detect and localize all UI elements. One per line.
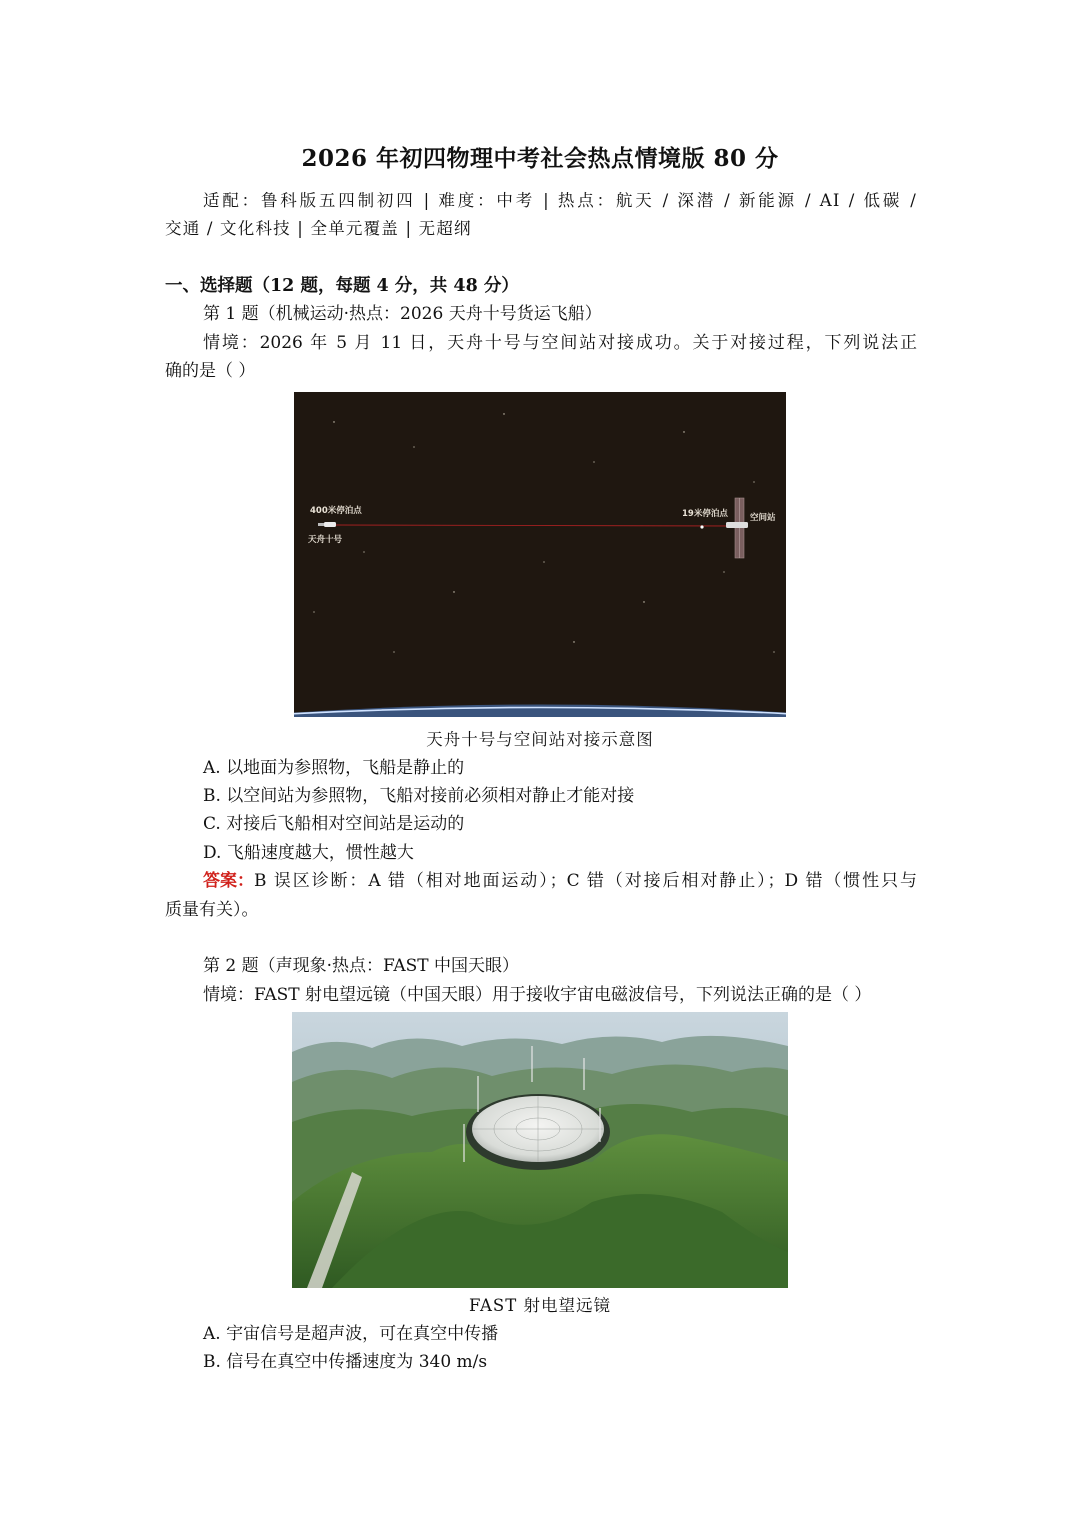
figure-2-caption: FAST 射电望远镜 [469,1296,611,1315]
answer-text: B 误区诊断：A 错（相对地面运动）；C 错（对接后相对静止）；D 错（惯性只与 [254,871,917,891]
question-2-header: 第 2 题（声现象·热点：FAST 中国天眼） [203,956,520,976]
meta-line-1: 适配：鲁科版五四制初四 | 难度：中考 | 热点：航天 / 深潜 / 新能源 / AI / 低碳 / [203,191,917,210]
question-1-header: 第 1 题（机械运动·热点：2026 天舟十号货运飞船） [203,304,602,324]
question-1-option-c: C. 对接后飞船相对空间站是运动的 [203,814,465,834]
meta-line-2: 交通 / 文化科技 | 全单元覆盖 | 无超纲 [165,219,472,238]
question-1-answer-line-2: 质量有关）。 [165,900,259,920]
answer-label: 答案： [203,871,254,891]
question-1-stem-line-1: 情境：2026 年 5 月 11 日，天舟十号与空间站对接成功。关于对接过程，下列说法正 [203,333,917,353]
section-heading: 一、选择题（12 题，每题 4 分，共 48 分） [165,276,519,296]
space-station-icon [726,498,748,558]
question-1-answer-line-1 [203,867,917,895]
docking-diagram-graphic [294,392,786,717]
fast-telescope-photo [292,1012,788,1288]
question-1-option-b: B. 以空间站为参照物，飞船对接前必须相对静止才能对接 [203,786,635,806]
question-1-stem-line-2: 确的是（ ） [165,361,256,381]
label-400m-point: 400米停泊点 [310,506,362,516]
label-tianzhou: 天舟十号 [308,535,343,545]
19m-point-marker [700,525,703,528]
star-field [313,413,774,652]
question-2-stem: 情境：FAST 射电望远镜（中国天眼）用于接收宇宙电磁波信号，下列说法正确的是（ ） [203,985,872,1005]
approach-path-line [334,525,734,526]
label-space-station: 空间站 [750,513,776,523]
figure-1-caption: 天舟十号与空间站对接示意图 [426,730,654,749]
docking-diagram-figure [294,392,786,717]
question-1-option-d: D. 飞船速度越大，惯性越大 [203,843,414,863]
question-1-option-a: A. 以地面为参照物，飞船是静止的 [203,758,465,778]
tianzhou-spacecraft-icon [318,522,336,527]
label-19m-point: 19米停泊点 [682,509,728,519]
question-2-option-b: B. 信号在真空中传播速度为 340 m/s [203,1352,488,1372]
question-2-option-a: A. 宇宙信号是超声波，可在真空中传播 [203,1324,499,1344]
fast-telescope-graphic [292,1012,788,1288]
document-title: 2026 年初四物理中考社会热点情境版 80 分 [301,145,779,172]
